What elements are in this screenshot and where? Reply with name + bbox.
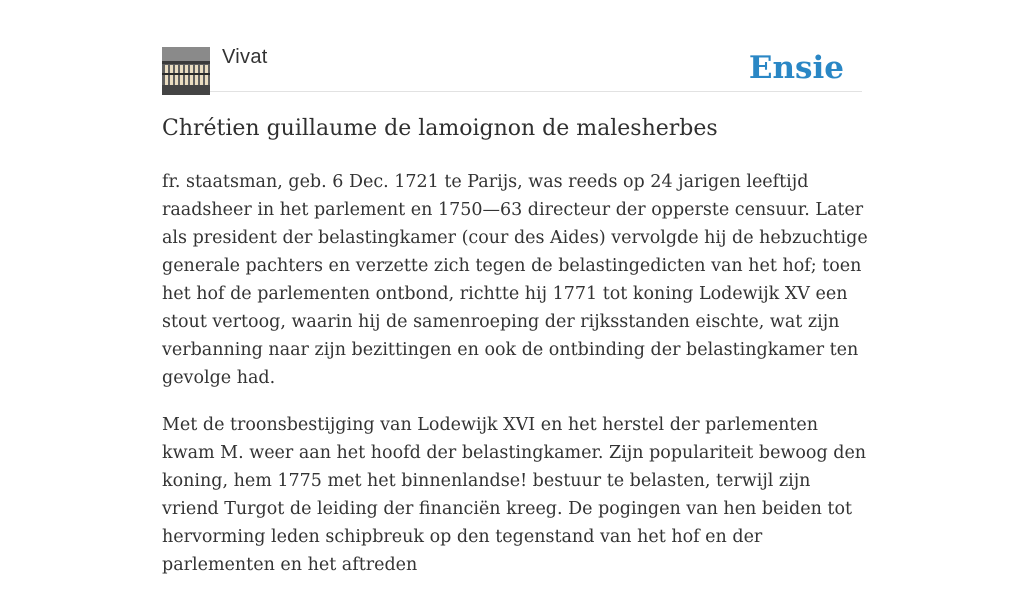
author-avatar[interactable]: [162, 47, 210, 95]
paragraph: fr. staatsman, geb. 6 Dec. 1721 te Parijs, was reeds op 24 jarigen leeftijd raadsheer in het parlement en 1750—63 directeur der opperste censuur. Later als president der belastingkamer (cour des Aides) vervolgde hij de hebzuchtige generale pachters en verzette zich tegen de belastingedicten van het hof; toen het hof de parlementen ontbond, richtte hij 1771 tot koning Lodewijk XV een stout vertoog, waarin hij de samenroeping der rijksstanden eischte, wat zijn verbanning naar zijn bezittingen en ook de ontbinding der belastingkamer ten gevolge had.: [162, 172, 868, 388]
header: [162, 40, 862, 92]
article-body: [162, 168, 872, 598]
paragraph: Met de troonsbestijging van Lodewijk XVI en het herstel der parlementen kwam M. weer aan het hoofd der belastingkamer. Zijn populariteit bewoog den koning, hem 1775 met het binnenlandse! bestuur te belasten, terwijl zijn vriend Turgot de leiding der financiën kreeg. De pogingen van hen beiden tot hervorming leden schipbreuk op den tegenstand van het hof en der parlementen en het aftreden: [162, 415, 867, 575]
archive-shelves-icon: [162, 47, 210, 95]
article-title: Chrétien guillaume de lamoignon de malesherbes: [162, 116, 718, 141]
brand-logo[interactable]: Ensie: [748, 50, 844, 86]
author-name[interactable]: Vivat: [222, 46, 268, 68]
